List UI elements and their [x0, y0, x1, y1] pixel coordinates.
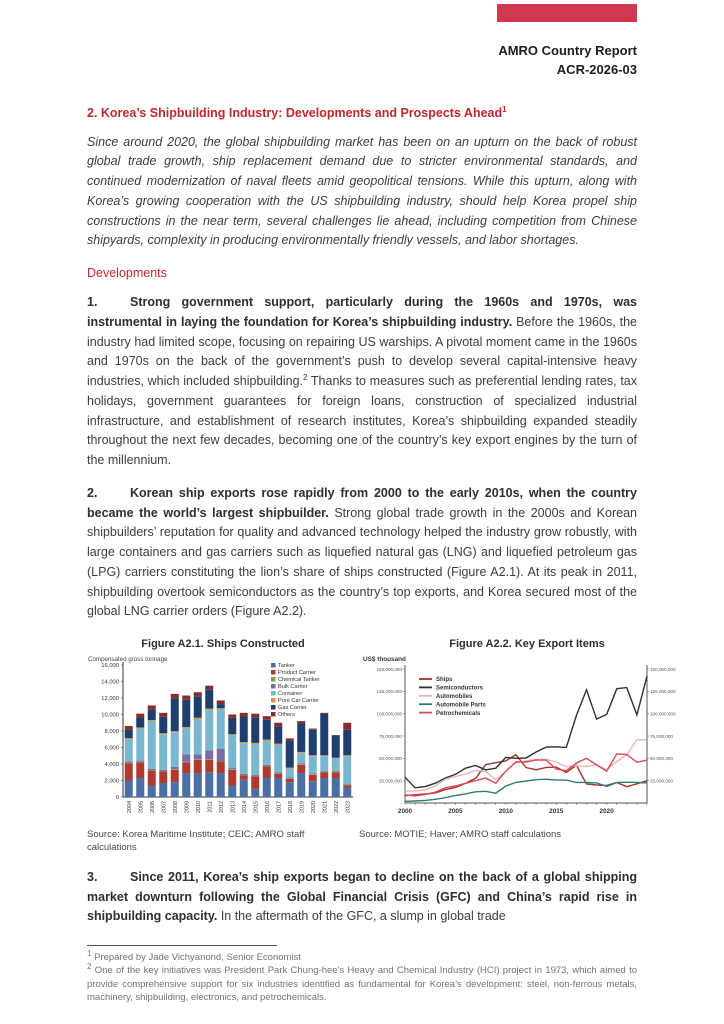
paragraph-1-lead: Strong government support, particularly during the 1960s and 1970s, was instrumental in laying the foundation for Korea’s shipbuilding industry.: [87, 295, 637, 329]
ships-constructed-chart: [87, 653, 359, 823]
svg-text:50,000,000: 50,000,000: [379, 756, 402, 762]
figure-a21-title: Figure A2.1. Ships Constructed: [141, 638, 305, 651]
svg-text:Others: Others: [278, 712, 295, 719]
figure-a21: [87, 638, 359, 855]
svg-text:100,000,000: 100,000,000: [376, 711, 402, 717]
svg-text:2015: 2015: [253, 801, 260, 814]
svg-text:2012: 2012: [218, 801, 225, 814]
paragraph-2-number: 2.: [87, 485, 98, 500]
svg-text:Tanker: Tanker: [278, 663, 295, 670]
svg-text:2008: 2008: [172, 801, 179, 814]
footnote-1: [87, 948, 637, 964]
svg-text:2010: 2010: [195, 801, 202, 814]
figure-a22-source: Source: MOTIE; Haver; AMRO staff calculations: [359, 829, 562, 841]
svg-text:2005: 2005: [448, 808, 463, 816]
footnote-2: [87, 964, 637, 1004]
developments-heading: Developments: [87, 266, 167, 281]
svg-text:Pure Car Carrier: Pure Car Carrier: [278, 698, 320, 705]
svg-text:2017: 2017: [276, 801, 283, 814]
footnote-divider: [87, 945, 277, 946]
svg-text:100,000,000: 100,000,000: [650, 711, 676, 717]
svg-text:8,000: 8,000: [104, 729, 119, 736]
footnote-1-marker: 1: [87, 948, 92, 958]
paragraph-3: [87, 868, 637, 927]
svg-text:Automobile Parts: Automobile Parts: [436, 702, 486, 709]
svg-text:2021: 2021: [322, 801, 329, 814]
svg-text:2013: 2013: [230, 801, 237, 814]
svg-text:2004: 2004: [126, 801, 133, 814]
svg-text:4,000: 4,000: [104, 762, 119, 769]
svg-text:2020: 2020: [599, 808, 614, 816]
paragraph-1: [87, 293, 637, 471]
svg-text:75,000,000: 75,000,000: [379, 733, 402, 739]
svg-text:Product Carrier: Product Carrier: [278, 670, 316, 677]
footnote-1-text: Prepared by Jade Vichyanond, Senior Economist: [91, 952, 301, 964]
paragraph-1-text-a: Before the 1960s, the industry had limited scope, focusing on repairing US warships. A pivotal moment came in the 1960s and 1970s on the back of the government’s push to develop several capital-intensive heavy industries, which included shipbuilding.: [87, 314, 637, 389]
svg-text:10,000: 10,000: [101, 712, 119, 719]
report-header-title: AMRO Country Report: [498, 43, 637, 58]
paragraph-1-text-b: Thanks to measures such as preferential lending rates, tax holidays, government guarantees for foreign loans, construction of specialized industrial infrastructure, and establishment of research institutes, Korea’s shipbuilding expanded steadily throughout the next few decades, becoming one of the country’s key export engines by the turn of the millennium.: [87, 374, 637, 468]
svg-text:2005: 2005: [138, 801, 145, 814]
svg-text:2009: 2009: [184, 801, 191, 814]
svg-text:75,000,000: 75,000,000: [650, 733, 673, 739]
svg-text:2018: 2018: [287, 801, 294, 814]
svg-text:12,000: 12,000: [101, 696, 119, 703]
svg-text:Ships: Ships: [436, 677, 453, 684]
svg-text:16,000: 16,000: [101, 663, 119, 670]
svg-text:14,000: 14,000: [101, 679, 119, 686]
report-header: [87, 42, 637, 80]
paragraph-3-number: 3.: [87, 869, 98, 884]
svg-text:Container: Container: [278, 691, 303, 698]
svg-text:150,000,000: 150,000,000: [650, 666, 676, 672]
report-header-number: ACR-2026-03: [556, 61, 637, 77]
svg-text:2010: 2010: [498, 808, 513, 816]
svg-text:2000: 2000: [397, 808, 413, 816]
paragraph-2: [87, 484, 637, 622]
svg-text:2016: 2016: [264, 801, 271, 814]
svg-text:Bulk Carrier: Bulk Carrier: [278, 684, 308, 691]
figure-a21-source: Source: Korea Maritime Institute; CEIC; AMRO staff calculations: [87, 829, 305, 853]
svg-text:2007: 2007: [161, 801, 168, 814]
svg-text:125,000,000: 125,000,000: [650, 689, 676, 695]
svg-text:2022: 2022: [333, 801, 340, 814]
svg-text:Compensated gross tonnage: Compensated gross tonnage: [88, 656, 168, 664]
figure-row: [87, 638, 676, 855]
paragraph-1-footnote-ref: 2: [303, 373, 308, 383]
figure-a22: [359, 638, 695, 855]
paragraph-2-lead: Korean ship exports rose rapidly from 2000 to the early 2010s, when the country became the world’s largest shipbuilder.: [87, 485, 637, 520]
svg-text:0: 0: [115, 795, 119, 802]
svg-text:25,000,000: 25,000,000: [650, 778, 673, 784]
svg-text:2,000: 2,000: [104, 778, 119, 785]
section-heading-text: 2. Korea’s Shipbuilding Industry: Developments and Prospects Ahead: [87, 105, 503, 120]
svg-text:2023: 2023: [345, 801, 352, 814]
page-content: [87, 0, 676, 1004]
svg-text:2011: 2011: [207, 801, 214, 813]
svg-text:Petrochemicals: Petrochemicals: [436, 710, 481, 717]
svg-text:-: -: [400, 801, 402, 807]
svg-text:Automobiles: Automobiles: [436, 694, 473, 701]
svg-text:125,000,000: 125,000,000: [376, 689, 402, 695]
svg-text:Chemical Tanker: Chemical Tanker: [278, 677, 320, 684]
svg-text:Semiconductors: Semiconductors: [436, 685, 484, 692]
paragraph-3-text-a: In the aftermath of the GFC, a slump in global trade: [217, 909, 506, 924]
footnote-2-text: One of the key initiatives was President Park Chung-hee’s Heavy and Chemical Industry (HCI) project in 1973, which aimed to provide comprehensive support for six industries identified as fundamental for Korea’s development: steel, non-ferrous metals, machinery, shipbuilding, electronics, and petrochemicals.: [87, 965, 637, 1003]
svg-text:2019: 2019: [299, 801, 306, 814]
svg-text:6,000: 6,000: [104, 745, 119, 752]
section-heading-footnote-ref: 1: [502, 104, 507, 114]
svg-text:150,000,000: 150,000,000: [376, 666, 402, 672]
svg-text:2020: 2020: [310, 801, 317, 814]
svg-text:US$ thousand: US$ thousand: [363, 656, 406, 664]
paragraph-2-text-a: Strong global trade growth in the 2000s and Korean shipbuilders’ reputation for quality and advanced technology helped the industry grow robustly, with large containers and gas carriers such as liquefied natural gas (LNG) and liquefied petroleum gas (LPG) carriers constituting the lion’s share of ships constructed (Figure A2.1). At its peak in 2011, shipbuilding overtook semiconductors as the country’s top exports, and Korea secured most of the global LNG carrier orders (Figure A2.2).: [87, 505, 637, 619]
paragraph-3-lead: Since 2011, Korea’s ship exports began to decline on the back of a global shipping market downturn following the Global Financial Crisis (GFC) and China’s rapid rise in shipbuilding capacity.: [87, 869, 637, 924]
svg-text:50,000,000: 50,000,000: [650, 756, 673, 762]
abstract-paragraph: Since around 2020, the global shipbuilding market has been on an upturn on the back of robust global trade growth, ship replacement demand due to stricter environmental standards, and continued modernization of naval fleets amid geopolitical tensions. While this upturn, along with Korea’s growing cooperation with the US shipbuilding industry, should help Korea propel ship constructions in the near term, several challenges lie ahead, including competition from Chinese shipyards, complexity in producing environmentally friendly vessels, and labor shortages.: [87, 134, 637, 248]
figure-a22-title: Figure A2.2. Key Export Items: [449, 638, 605, 651]
paragraph-1-number: 1.: [87, 295, 98, 310]
svg-text:Gas Carrier: Gas Carrier: [278, 705, 307, 712]
svg-text:2014: 2014: [241, 801, 248, 814]
section-heading: [87, 106, 637, 120]
svg-text:25,000,000: 25,000,000: [379, 778, 402, 784]
footnote-2-marker: 2: [87, 962, 92, 972]
svg-text:2006: 2006: [149, 801, 156, 814]
key-export-items-chart: [359, 653, 695, 823]
svg-text:2015: 2015: [549, 808, 564, 816]
